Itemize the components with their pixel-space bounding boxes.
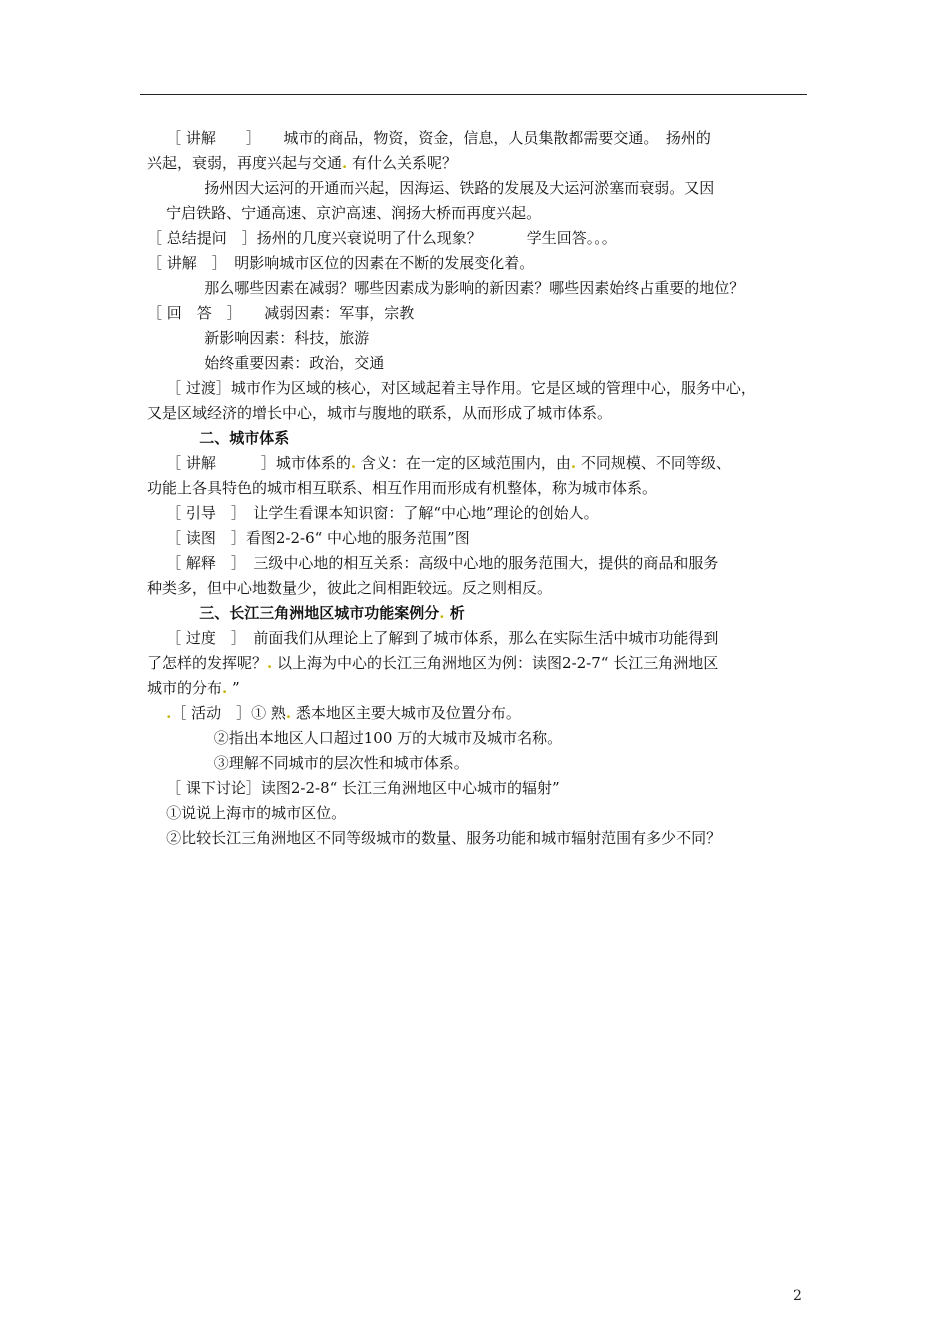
line-indent <box>147 379 166 397</box>
line-indent <box>147 354 204 372</box>
text-line <box>147 151 812 176</box>
text-line <box>147 301 812 326</box>
line-text: ” <box>227 679 240 697</box>
text-line <box>147 576 812 601</box>
line-text: 以上海为中心的长江三角洲地区为例：读图2-2-7“ 长江三角洲地区 <box>272 654 719 672</box>
line-indent <box>147 704 166 722</box>
line-indent <box>147 754 214 772</box>
highlight-dot: . <box>342 154 348 172</box>
line-text: ［ 总结提问 ］扬州的几度兴衰说明了什么现象？ 学生回答。。。 <box>147 229 617 247</box>
line-text: ［ 过度 ］ 前面我们从理论上了解到了城市体系，那么在实际生活中城市功能得到 <box>166 629 719 647</box>
text-line <box>147 401 812 426</box>
line-text: ［ 过渡］城市作为区域的核心，对区域起着主导作用。它是区域的管理中心，服务中心， <box>166 379 756 397</box>
text-line <box>147 776 812 801</box>
line-indent <box>147 504 166 522</box>
text-line <box>147 651 812 676</box>
line-indent <box>147 129 166 147</box>
line-text: 又是区域经济的增长中心，城市与腹地的联系，从而形成了城市体系。 <box>147 404 613 422</box>
line-text: ［ 课下讨论］读图2-2-8“ 长江三角洲地区中心城市的辐射” <box>166 779 560 797</box>
highlight-dot: . <box>285 704 292 722</box>
line-indent <box>147 329 204 347</box>
line-text: ［ 讲解 ］城市体系的 <box>166 454 351 472</box>
text-line <box>147 676 812 701</box>
section-heading <box>147 601 812 626</box>
line-text: ［ 引导 ］ 让学生看课本知识窗：了解“中心地”理论的创始人。 <box>166 504 599 522</box>
text-line <box>147 176 812 201</box>
line-indent <box>147 804 166 822</box>
line-text: ②比较长江三角洲地区不同等级城市的数量、服务功能和城市辐射范围有多少不同？ <box>166 829 722 847</box>
highlight-dot: . <box>267 654 273 672</box>
line-text: ［ 活动 ］① 熟 <box>171 704 286 722</box>
text-line <box>147 351 812 376</box>
line-indent <box>147 629 166 647</box>
line-indent <box>147 729 214 747</box>
text-line <box>147 501 812 526</box>
text-line <box>147 701 812 726</box>
line-text: 功能上各具特色的城市相互联系、相互作用而形成有机整体，称为城市体系。 <box>147 479 658 497</box>
text-line <box>147 226 812 251</box>
line-text: ［ 讲解 ］ 城市的商品，物资，资金，信息，人员集散都需要交通。 扬州的 <box>166 129 711 147</box>
highlight-dot: . <box>350 454 357 472</box>
text-line <box>147 126 812 151</box>
highlight-dot: . <box>439 604 445 622</box>
line-text: 悉本地区主要大城市及位置分布。 <box>291 704 521 722</box>
line-indent <box>147 604 199 622</box>
line-text: 始终重要因素：政治，交通 <box>204 354 385 372</box>
text-line <box>147 201 812 226</box>
text-line <box>147 526 812 551</box>
line-indent <box>147 454 166 472</box>
line-text: 含义：在一定的区域范围内，由 <box>356 454 571 472</box>
line-text: ［ 讲解 ］ 明影响城市区位的因素在不断的发展变化着。 <box>147 254 535 272</box>
line-text: 了怎样的发挥呢？ <box>147 654 268 672</box>
line-text: 三、长江三角洲地区城市功能案例分 <box>199 604 440 622</box>
body-text <box>147 126 812 851</box>
line-text: 那么哪些因素在减弱？哪些因素成为影响的新因素？哪些因素始终占重要的地位？ <box>204 279 745 297</box>
line-text: ［ 回 答 ］ 减弱因素：军事，宗教 <box>147 304 415 322</box>
line-indent <box>147 179 204 197</box>
line-text: 城市的分布 <box>147 679 223 697</box>
line-text: 兴起，衰弱，再度兴起与交通 <box>147 154 343 172</box>
line-text: 种类多，但中心地数量少，彼此之间相距较远。反之则相反。 <box>147 579 553 597</box>
line-indent <box>147 554 166 572</box>
line-indent <box>147 529 166 547</box>
text-line <box>147 626 812 651</box>
highlight-dot: . <box>166 704 172 722</box>
text-line <box>147 251 812 276</box>
line-text: ③理解不同城市的层次性和城市体系。 <box>213 754 469 772</box>
line-indent <box>147 279 204 297</box>
text-line <box>147 826 812 851</box>
line-text: 有什么关系呢？ <box>347 154 458 172</box>
line-text: ②指出本地区人口超过100 万的大城市及城市名称。 <box>213 729 563 747</box>
line-text: 扬州因大运河的开通而兴起，因海运、铁路的发展及大运河淤塞而衰弱。又因 <box>204 179 715 197</box>
header-rule <box>140 94 807 95</box>
line-indent <box>147 204 166 222</box>
line-text: 析 <box>444 604 465 622</box>
line-text: 宁启铁路、宁通高速、京沪高速、润扬大桥而再度兴起。 <box>166 204 542 222</box>
line-indent <box>147 779 166 797</box>
line-indent <box>147 429 199 447</box>
highlight-dot: . <box>222 679 228 697</box>
text-line <box>147 376 812 401</box>
section-heading <box>147 426 812 451</box>
text-line <box>147 276 812 301</box>
line-indent <box>147 829 166 847</box>
line-text: ①说说上海市的城市区位。 <box>166 804 347 822</box>
highlight-dot: . <box>570 454 577 472</box>
line-text: 不同规模、不同等级、 <box>576 454 731 472</box>
text-line <box>147 326 812 351</box>
text-line <box>147 726 812 751</box>
line-text: ［ 解释 ］ 三级中心地的相互关系：高级中心地的服务范围大，提供的商品和服务 <box>166 554 719 572</box>
page-number: 2 <box>793 1288 802 1304</box>
text-line <box>147 801 812 826</box>
line-text: 二、城市体系 <box>199 429 290 447</box>
text-line <box>147 451 812 476</box>
line-text: 新影响因素：科技，旅游 <box>204 329 370 347</box>
line-text: ［ 读图 ］看图2-2-6“ 中心地的服务范围”图 <box>166 529 470 547</box>
text-line <box>147 751 812 776</box>
text-line <box>147 476 812 501</box>
text-line <box>147 551 812 576</box>
